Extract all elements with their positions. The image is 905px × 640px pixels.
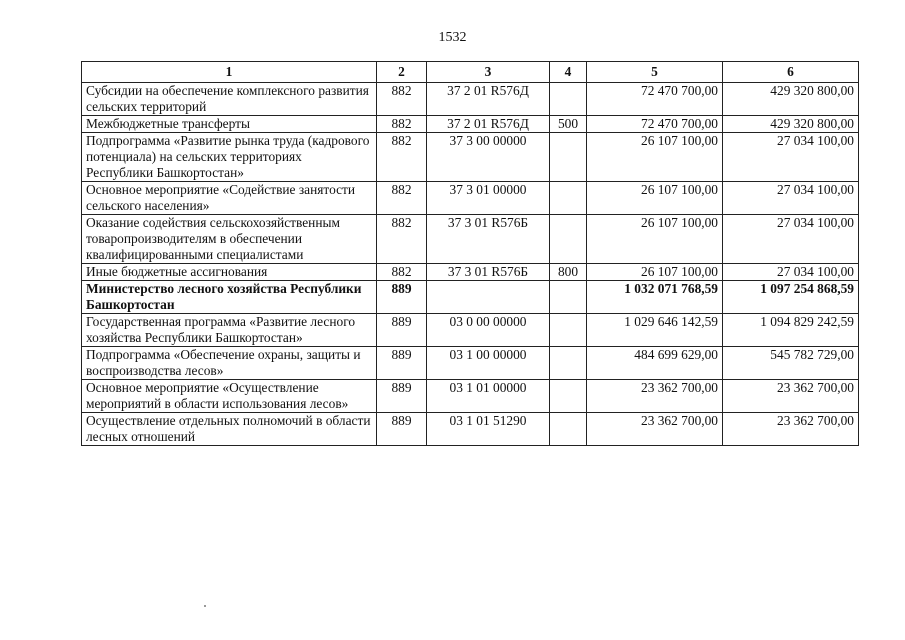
column-header: 3: [427, 62, 550, 83]
row-name-cell: Государственная программа «Развитие лесного хозяйства Республики Башкортостан»: [82, 314, 377, 347]
amount-year1-cell: 72 470 700,00: [587, 116, 723, 133]
row-name-cell: Оказание содействия сельскохозяйственным товаропроизводителям в обеспечении квалифицированными специалистами: [82, 215, 377, 264]
target-article-cell: 37 3 00 00000: [427, 133, 550, 182]
row-name-cell: Субсидии на обеспечение комплексного развития сельских территорий: [82, 83, 377, 116]
amount-year1-cell: 26 107 100,00: [587, 182, 723, 215]
row-name-cell: Министерство лесного хозяйства Республики Башкортостан: [82, 281, 377, 314]
amount-year2-cell: 545 782 729,00: [723, 347, 859, 380]
column-header: 2: [377, 62, 427, 83]
page-number: 1532: [438, 30, 467, 45]
amount-year1-cell: 72 470 700,00: [587, 83, 723, 116]
amount-year1-cell: 26 107 100,00: [587, 215, 723, 264]
ministry-code-cell: 882: [377, 182, 427, 215]
table-row: [82, 182, 859, 215]
ministry-code-cell: 882: [377, 215, 427, 264]
expense-type-cell: 800: [550, 264, 587, 281]
table-row: [82, 264, 859, 281]
table-header-row: [82, 62, 859, 83]
ministry-code-cell: 882: [377, 83, 427, 116]
ministry-code-cell: 889: [377, 413, 427, 446]
ministry-code-cell: 889: [377, 281, 427, 314]
target-article-cell: 37 3 01 R576Б: [427, 264, 550, 281]
expense-type-cell: [550, 215, 587, 264]
column-header: 5: [587, 62, 723, 83]
expense-type-cell: [550, 83, 587, 116]
row-name-cell: Подпрограмма «Обеспечение охраны, защиты и воспроизводства лесов»: [82, 347, 377, 380]
ministry-code-cell: 882: [377, 116, 427, 133]
table-row: [82, 413, 859, 446]
target-article-cell: 03 1 01 00000: [427, 380, 550, 413]
expense-type-cell: [550, 281, 587, 314]
amount-year1-cell: 484 699 629,00: [587, 347, 723, 380]
amount-year1-cell: 26 107 100,00: [587, 264, 723, 281]
ministry-code-cell: 889: [377, 380, 427, 413]
column-header: 6: [723, 62, 859, 83]
amount-year1-cell: 1 032 071 768,59: [587, 281, 723, 314]
row-name-cell: Межбюджетные трансферты: [82, 116, 377, 133]
row-name-cell: Осуществление отдельных полномочий в области лесных отношений: [82, 413, 377, 446]
target-article-cell: 37 3 01 R576Б: [427, 215, 550, 264]
budget-table: [81, 61, 859, 446]
amount-year2-cell: 23 362 700,00: [723, 413, 859, 446]
amount-year2-cell: 23 362 700,00: [723, 380, 859, 413]
table-row: [82, 116, 859, 133]
ministry-code-cell: 882: [377, 133, 427, 182]
column-header: 4: [550, 62, 587, 83]
amount-year2-cell: 429 320 800,00: [723, 83, 859, 116]
target-article-cell: 03 1 01 51290: [427, 413, 550, 446]
row-name-cell: Основное мероприятие «Содействие занятости сельского населения»: [82, 182, 377, 215]
table-row: [82, 380, 859, 413]
expense-type-cell: [550, 182, 587, 215]
amount-year2-cell: 27 034 100,00: [723, 264, 859, 281]
expense-type-cell: [550, 347, 587, 380]
ministry-code-cell: 889: [377, 347, 427, 380]
target-article-cell: 37 3 01 00000: [427, 182, 550, 215]
table-body: [82, 83, 859, 446]
row-name-cell: Подпрограмма «Развитие рынка труда (кадрового потенциала) на сельских территориях Республики Башкортостан»: [82, 133, 377, 182]
amount-year1-cell: 23 362 700,00: [587, 380, 723, 413]
amount-year2-cell: 1 094 829 242,59: [723, 314, 859, 347]
amount-year2-cell: 429 320 800,00: [723, 116, 859, 133]
ministry-code-cell: 889: [377, 314, 427, 347]
amount-year2-cell: 27 034 100,00: [723, 182, 859, 215]
table-row: [82, 215, 859, 264]
table-row: [82, 133, 859, 182]
scan-speck: [204, 605, 206, 607]
row-name-cell: Иные бюджетные ассигнования: [82, 264, 377, 281]
expense-type-cell: [550, 380, 587, 413]
target-article-cell: 37 2 01 R576Д: [427, 83, 550, 116]
table-row: [82, 347, 859, 380]
expense-type-cell: 500: [550, 116, 587, 133]
table-row: [82, 281, 859, 314]
table-row: [82, 83, 859, 116]
amount-year1-cell: 26 107 100,00: [587, 133, 723, 182]
row-name-cell: Основное мероприятие «Осуществление мероприятий в области использования лесов»: [82, 380, 377, 413]
target-article-cell: 03 0 00 00000: [427, 314, 550, 347]
expense-type-cell: [550, 413, 587, 446]
expense-type-cell: [550, 314, 587, 347]
amount-year1-cell: 1 029 646 142,59: [587, 314, 723, 347]
table-row: [82, 314, 859, 347]
amount-year2-cell: 1 097 254 868,59: [723, 281, 859, 314]
amount-year2-cell: 27 034 100,00: [723, 215, 859, 264]
ministry-code-cell: 882: [377, 264, 427, 281]
target-article-cell: 37 2 01 R576Д: [427, 116, 550, 133]
expense-type-cell: [550, 133, 587, 182]
amount-year2-cell: 27 034 100,00: [723, 133, 859, 182]
target-article-cell: 03 1 00 00000: [427, 347, 550, 380]
column-header: 1: [82, 62, 377, 83]
target-article-cell: [427, 281, 550, 314]
amount-year1-cell: 23 362 700,00: [587, 413, 723, 446]
